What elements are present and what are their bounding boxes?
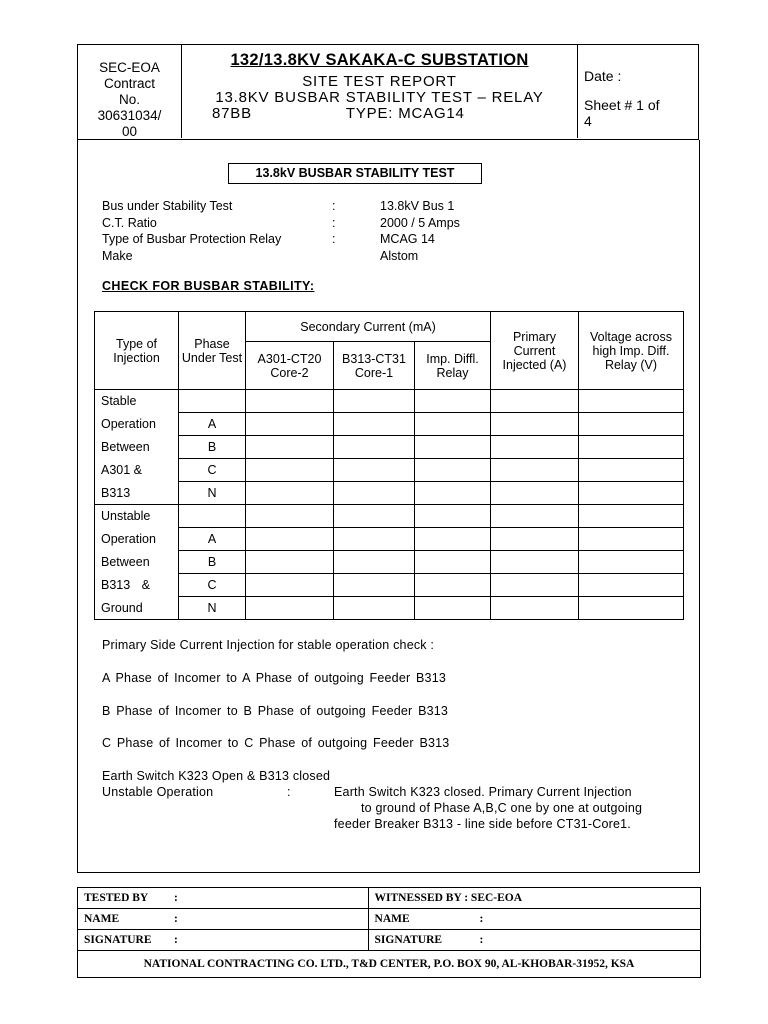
row-label: Between <box>95 436 179 459</box>
data-cell[interactable] <box>415 551 491 574</box>
signature-left-cell[interactable] <box>78 930 369 951</box>
data-cell[interactable] <box>415 528 491 551</box>
data-cell[interactable] <box>334 505 415 528</box>
relay-code: 87BB <box>212 105 252 122</box>
table-row <box>95 482 684 505</box>
table-row <box>95 528 684 551</box>
unstable-text2: to ground of Phase A,B,C one by one at outgoing <box>361 801 643 815</box>
data-cell[interactable] <box>246 390 334 413</box>
data-cell[interactable] <box>334 436 415 459</box>
data-cell[interactable] <box>246 482 334 505</box>
info-label: C.T. Ratio <box>102 215 157 230</box>
substation-title: 132/13.8KV SAKAKA-C SUBSTATION <box>230 51 529 69</box>
phase-cell: B <box>179 551 246 574</box>
contract-cell <box>78 45 182 138</box>
date-sheet-cell <box>578 45 698 138</box>
row-label: A301 & <box>95 459 179 482</box>
row-label: Unstable <box>95 505 179 528</box>
phase-c-note: C Phase of Incomer to C Phase of outgoing Feeder B313 <box>102 736 450 750</box>
col-phase-header: Phase Under Test <box>179 312 246 390</box>
col-primary-header: Primary Current Injected (A) <box>491 312 579 390</box>
section-title: 13.8kV BUSBAR STABILITY TEST <box>228 163 482 184</box>
name-left-label: NAME <box>84 913 120 925</box>
col-impdiff-header: Imp. Diffl. Relay <box>415 342 491 390</box>
row-label: Between <box>95 551 179 574</box>
data-cell[interactable] <box>415 436 491 459</box>
phase-cell: B <box>179 436 246 459</box>
title-cell <box>182 45 578 138</box>
data-cell[interactable] <box>246 528 334 551</box>
data-cell[interactable] <box>334 390 415 413</box>
row-label: B313 <box>95 482 179 505</box>
phase-cell <box>179 390 246 413</box>
test-info <box>102 198 460 264</box>
report-header <box>77 44 699 140</box>
name-right-label: NAME <box>374 913 410 925</box>
table-row <box>95 459 684 482</box>
col-secondary-header: Secondary Current (mA) <box>246 312 491 342</box>
data-cell[interactable] <box>415 482 491 505</box>
info-value: 13.8kV Bus 1 <box>380 199 455 213</box>
signature-right-label: SIGNATURE <box>374 934 443 946</box>
data-cell[interactable] <box>334 574 415 597</box>
data-cell[interactable] <box>579 528 684 551</box>
data-cell[interactable] <box>415 459 491 482</box>
primary-injection-note: Primary Side Current Injection for stable operation check : <box>102 638 435 652</box>
signature-left-sep: : <box>174 934 178 946</box>
relay-type: TYPE: MCAG14 <box>345 105 465 122</box>
info-row-make <box>102 248 460 265</box>
info-sep: : <box>332 199 336 213</box>
witnessed-by-label: WITNESSED BY : SEC-EOA <box>374 892 523 904</box>
signature-right-sep: : <box>479 934 484 946</box>
data-cell[interactable] <box>334 528 415 551</box>
data-cell[interactable] <box>491 505 579 528</box>
data-cell[interactable] <box>579 482 684 505</box>
data-cell[interactable] <box>491 528 579 551</box>
data-cell[interactable] <box>491 551 579 574</box>
table-row <box>95 390 684 413</box>
data-cell[interactable] <box>579 390 684 413</box>
info-value: MCAG 14 <box>380 232 435 246</box>
info-row-ct <box>102 215 460 232</box>
data-cell[interactable] <box>334 551 415 574</box>
col-b313-header: B313-CT31 Core-1 <box>334 342 415 390</box>
data-cell[interactable] <box>579 597 684 620</box>
data-cell[interactable] <box>579 505 684 528</box>
phase-cell: A <box>179 528 246 551</box>
stability-table <box>94 311 684 620</box>
table-row <box>95 551 684 574</box>
data-cell[interactable] <box>334 413 415 436</box>
data-cell[interactable] <box>491 436 579 459</box>
name-left-cell[interactable] <box>78 909 369 930</box>
row-label: B313 & <box>95 574 179 597</box>
info-row-bus <box>102 198 460 215</box>
col-a301-header: A301-CT20 Core-2 <box>246 342 334 390</box>
data-cell[interactable] <box>334 482 415 505</box>
data-cell[interactable] <box>246 597 334 620</box>
contract-line5: 00 <box>121 124 138 139</box>
phase-cell: N <box>179 597 246 620</box>
phase-a-note: A Phase of Incomer to A Phase of outgoing Feeder B313 <box>102 671 447 685</box>
phase-cell: C <box>179 459 246 482</box>
table-row <box>95 597 684 620</box>
witnessed-by-cell[interactable] <box>368 888 700 909</box>
col-voltage-header: Voltage across high Imp. Diff. Relay (V) <box>579 312 684 390</box>
row-label: Stable <box>95 390 179 413</box>
info-sep: : <box>332 215 336 230</box>
data-cell[interactable] <box>246 574 334 597</box>
phase-cell: N <box>179 482 246 505</box>
signature-right-cell[interactable] <box>368 930 700 951</box>
info-value: Alstom <box>380 248 419 263</box>
tested-by-sep: : <box>174 892 178 904</box>
signature-footer <box>77 887 701 978</box>
test-title-line2 <box>182 106 577 122</box>
data-cell[interactable] <box>246 551 334 574</box>
data-cell[interactable] <box>579 459 684 482</box>
name-right-sep: : <box>479 913 484 925</box>
data-cell[interactable] <box>415 574 491 597</box>
contract-line1: SEC-EOA <box>99 60 160 75</box>
info-sep: : <box>332 232 336 246</box>
data-cell[interactable] <box>491 482 579 505</box>
report-subtitle: SITE TEST REPORT <box>302 73 457 90</box>
contract-line4: 30631034/ <box>97 108 162 123</box>
row-label: Operation <box>95 528 179 551</box>
name-right-cell[interactable] <box>368 909 700 930</box>
sheet-line1: Sheet # 1 of <box>584 97 660 113</box>
unstable-text3: feeder Breaker B313 - line side before CT31-Core1. <box>334 817 631 831</box>
table-row <box>95 505 684 528</box>
data-cell[interactable] <box>415 597 491 620</box>
data-cell[interactable] <box>415 390 491 413</box>
data-cell[interactable] <box>579 574 684 597</box>
data-cell[interactable] <box>415 505 491 528</box>
unstable-text1: Earth Switch K323 closed. Primary Current Injection <box>334 785 632 799</box>
sheet-line2: 4 <box>584 113 592 129</box>
row-label: Ground <box>95 597 179 620</box>
contract-line3: No. <box>118 92 140 107</box>
data-cell[interactable] <box>491 574 579 597</box>
data-cell[interactable] <box>579 413 684 436</box>
col-type-header: Type of Injection <box>95 312 179 390</box>
unstable-sep: : <box>287 785 291 799</box>
row-label: Operation <box>95 413 179 436</box>
data-cell[interactable] <box>334 459 415 482</box>
data-cell[interactable] <box>415 413 491 436</box>
tested-by-label: TESTED BY <box>84 892 149 904</box>
phase-cell: C <box>179 574 246 597</box>
table-row <box>95 413 684 436</box>
data-cell[interactable] <box>334 597 415 620</box>
data-cell[interactable] <box>246 436 334 459</box>
data-cell[interactable] <box>246 459 334 482</box>
name-left-sep: : <box>174 913 178 925</box>
phase-b-note: B Phase of Incomer to B Phase of outgoing Feeder B313 <box>102 704 449 718</box>
data-cell[interactable] <box>491 597 579 620</box>
table-row <box>95 436 684 459</box>
info-label: Make <box>102 248 133 263</box>
phase-cell <box>179 505 246 528</box>
info-label: Type of Busbar Protection Relay <box>102 232 282 246</box>
company-address: NATIONAL CONTRACTING CO. LTD., T&D CENTER, P.O. BOX 90, AL-KHOBAR-31952, KSA <box>78 951 701 978</box>
data-cell[interactable] <box>491 390 579 413</box>
data-cell[interactable] <box>491 413 579 436</box>
info-row-relay <box>102 231 460 248</box>
contract-line2: Contract <box>103 76 156 91</box>
info-value: 2000 / 5 Amps <box>380 215 460 230</box>
signature-left-label: SIGNATURE <box>84 934 152 946</box>
info-label: Bus under Stability Test <box>102 199 233 213</box>
unstable-label: Unstable Operation <box>102 785 214 799</box>
tested-by-cell[interactable] <box>78 888 369 909</box>
data-cell[interactable] <box>579 436 684 459</box>
data-cell[interactable] <box>579 551 684 574</box>
earth-switch-note: Earth Switch K323 Open & B313 closed <box>102 769 331 783</box>
test-title-line1: 13.8KV BUSBAR STABILITY TEST – RELAY <box>215 89 544 106</box>
phase-cell: A <box>179 413 246 436</box>
data-cell[interactable] <box>491 459 579 482</box>
check-heading: CHECK FOR BUSBAR STABILITY: <box>102 279 315 293</box>
data-cell[interactable] <box>246 505 334 528</box>
table-row <box>95 574 684 597</box>
date-label: Date : <box>584 68 622 84</box>
sheet-number <box>584 97 660 129</box>
data-cell[interactable] <box>246 413 334 436</box>
